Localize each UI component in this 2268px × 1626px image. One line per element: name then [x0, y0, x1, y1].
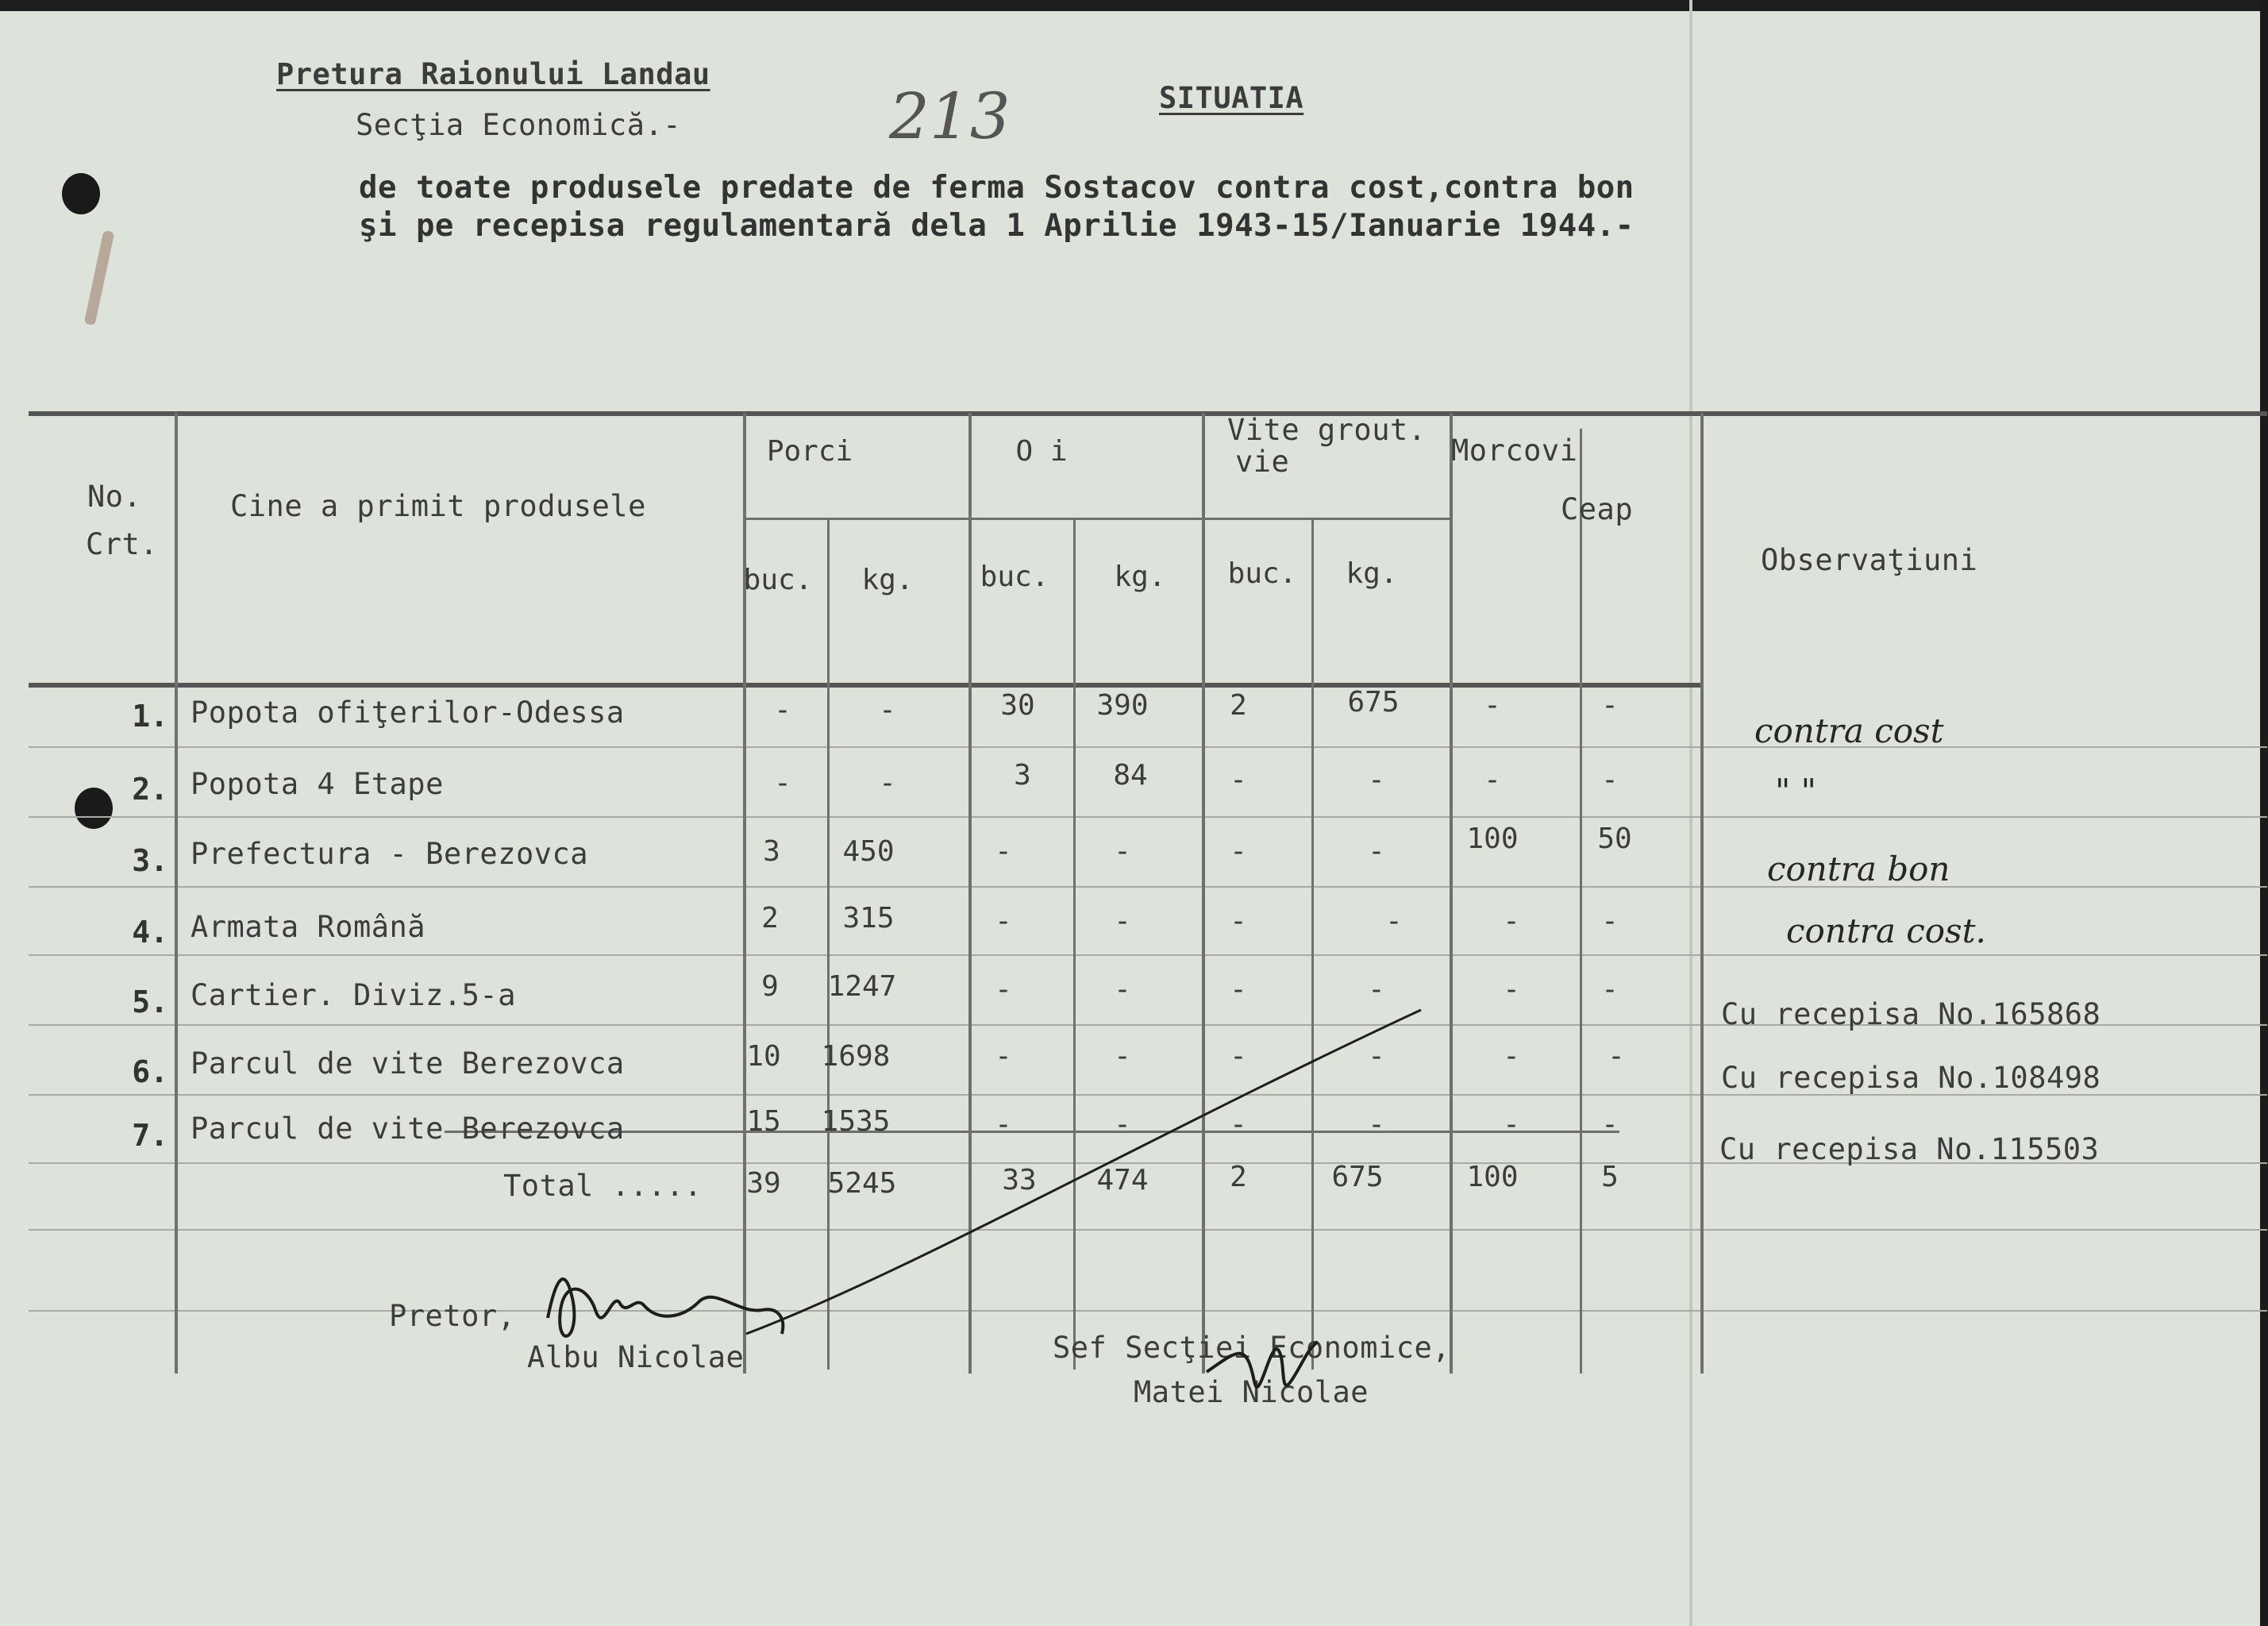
row-1-vite-buc: 2 — [1230, 689, 1247, 722]
row-6-ceapa: - — [1608, 1040, 1625, 1073]
row-6-vite-buc: - — [1230, 1040, 1247, 1073]
row-3-oi-kg: - — [1114, 835, 1131, 868]
row-1-oi-buc: 30 — [1000, 689, 1035, 722]
row-4-vite-kg: - — [1385, 905, 1403, 938]
row-7-porci-kg: 1535 — [821, 1105, 891, 1138]
header-ceapa: Ceap — [1561, 492, 1634, 526]
header-porci-buc: buc. — [743, 564, 813, 596]
handwritten-number: 213 — [889, 79, 1011, 153]
row-6-porci-kg: 1698 — [821, 1040, 891, 1073]
header-oi-kg: kg. — [1114, 561, 1166, 593]
header-vite-kg: kg. — [1346, 557, 1398, 590]
row-3-vite-kg: - — [1368, 835, 1385, 868]
header-observatii: Observaţiuni — [1761, 543, 1978, 577]
subtitle-line-1: de toate produsele predate de ferma Sostacov contra cost,contra bon — [359, 170, 1635, 206]
row-7-morcovi: - — [1503, 1108, 1520, 1141]
row-6-porci-buc: 10 — [746, 1040, 781, 1073]
row-5-porci-buc: 9 — [761, 970, 779, 1003]
header-vite-buc: buc. — [1227, 557, 1297, 590]
pretor-label: Pretor, — [389, 1299, 516, 1333]
section-name: Secţia Economică.- — [356, 108, 681, 142]
row-2-observation: " " — [1775, 772, 1816, 811]
row-5-porci-kg: 1247 — [827, 970, 897, 1003]
row-4-observation: contra cost. — [1786, 911, 1986, 950]
row-6-oi-kg: - — [1114, 1040, 1131, 1073]
row-2-ceapa: - — [1601, 764, 1619, 796]
total-porci-kg: 5245 — [827, 1167, 897, 1200]
sef-signature — [1207, 1342, 1318, 1387]
header-oi-buc: buc. — [980, 561, 1049, 593]
row-1-porci-buc: - — [774, 694, 791, 726]
row-1-oi-kg: 390 — [1096, 689, 1149, 722]
sef-label: Sef Secţiei Economice, — [1053, 1331, 1451, 1365]
row-4-porci-buc: 2 — [761, 902, 779, 934]
row-3-morcovi: 100 — [1466, 823, 1519, 855]
row-3-vite-buc: - — [1230, 835, 1247, 868]
row-5-observation: Cu recepisa No.165868 — [1721, 997, 2101, 1031]
header-porci: Porci — [766, 435, 853, 468]
row-2-recipient: Popota 4 Etape — [191, 767, 444, 801]
row-5-number: 5. — [132, 984, 168, 1019]
row-2-vite-kg: - — [1368, 764, 1385, 796]
row-2-oi-kg: 84 — [1113, 759, 1148, 792]
row-6-observation: Cu recepisa No.108498 — [1721, 1061, 2101, 1095]
row-1-porci-kg: - — [879, 694, 896, 726]
header-no: No. — [87, 480, 142, 514]
row-2-porci-buc: - — [774, 767, 791, 800]
pretor-signature — [548, 1279, 783, 1336]
row-4-recipient: Armata Română — [191, 910, 426, 944]
pretor-name: Albu Nicolae — [527, 1340, 745, 1374]
total-vite-buc: 2 — [1230, 1161, 1247, 1193]
row-6-recipient: Parcul de vite Berezovca — [191, 1046, 625, 1081]
row-5-vite-buc: - — [1230, 973, 1247, 1006]
row-7-oi-kg: - — [1114, 1108, 1131, 1141]
row-6-morcovi: - — [1503, 1040, 1520, 1073]
row-4-oi-buc: - — [995, 905, 1012, 938]
row-1-ceapa: - — [1601, 689, 1619, 722]
row-7-porci-buc: 15 — [746, 1105, 781, 1138]
row-7-oi-buc: - — [995, 1108, 1012, 1141]
header-recipient: Cine a primit produsele — [230, 489, 646, 523]
row-5-recipient: Cartier. Diviz.5-a — [191, 978, 516, 1012]
row-7-observation: Cu recepisa No.115503 — [1719, 1132, 2100, 1166]
header-oi: O i — [1015, 435, 1068, 468]
row-6-vite-kg: - — [1368, 1040, 1385, 1073]
row-3-porci-kg: 450 — [842, 835, 895, 868]
total-ceapa: 5 — [1601, 1161, 1619, 1193]
row-1-observation: contra cost — [1754, 711, 1944, 750]
row-1-number: 1. — [132, 699, 168, 734]
total-porci-buc: 39 — [746, 1167, 781, 1200]
document-title: SITUATIA — [1159, 81, 1304, 115]
row-3-porci-buc: 3 — [763, 835, 780, 868]
total-oi-buc: 33 — [1002, 1164, 1037, 1196]
row-4-number: 4. — [132, 915, 168, 950]
total-oi-kg: 474 — [1096, 1164, 1149, 1196]
row-1-morcovi: - — [1484, 689, 1501, 722]
row-6-number: 6. — [132, 1054, 168, 1089]
row-3-oi-buc: - — [995, 835, 1012, 868]
row-4-porci-kg: 315 — [842, 902, 895, 934]
row-3-recipient: Prefectura - Berezovca — [191, 837, 589, 871]
row-5-morcovi: - — [1503, 973, 1520, 1006]
row-6-oi-buc: - — [995, 1040, 1012, 1073]
row-1-recipient: Popota ofiţerilor-Odessa — [191, 695, 625, 730]
total-vite-kg: 675 — [1331, 1161, 1384, 1193]
row-4-vite-buc: - — [1230, 905, 1247, 938]
row-2-oi-buc: 3 — [1014, 759, 1031, 792]
row-7-vite-buc: - — [1230, 1108, 1247, 1141]
header-crt: Crt. — [86, 527, 159, 561]
row-3-observation: contra bon — [1767, 850, 1950, 888]
row-4-oi-kg: - — [1114, 905, 1131, 938]
row-2-number: 2. — [132, 772, 168, 807]
row-4-morcovi: - — [1503, 905, 1520, 938]
row-4-ceapa: - — [1601, 905, 1619, 938]
row-5-oi-buc: - — [995, 973, 1012, 1006]
sef-name: Matei Nicolae — [1134, 1375, 1369, 1409]
subtitle-line-2: şi pe recepisa regulamentară dela 1 Aprilie 1943-15/Ianuarie 1944.- — [359, 208, 1635, 244]
row-5-vite-kg: - — [1368, 973, 1385, 1006]
row-3-ceapa: 50 — [1597, 823, 1632, 855]
row-7-vite-kg: - — [1368, 1108, 1385, 1141]
row-7-recipient: Parcul de vite Berezovca — [191, 1112, 625, 1146]
row-5-ceapa: - — [1601, 973, 1619, 1006]
header-porci-kg: kg. — [861, 564, 914, 596]
diagonal-cancel-stroke — [746, 1010, 1421, 1334]
row-7-ceapa: - — [1601, 1108, 1619, 1141]
header-morcovi: Morcovi — [1451, 433, 1578, 468]
office-name: Pretura Raionului Landau — [276, 57, 710, 91]
row-2-morcovi: - — [1484, 764, 1501, 796]
row-1-vite-kg: 675 — [1347, 686, 1400, 719]
row-7-number: 7. — [132, 1118, 168, 1153]
row-2-vite-buc: - — [1230, 764, 1247, 796]
row-5-oi-kg: - — [1114, 973, 1131, 1006]
row-3-number: 3. — [132, 843, 168, 878]
total-morcovi: 100 — [1466, 1161, 1519, 1193]
header-vite-line2: vie — [1235, 445, 1290, 479]
header-vite-line1: Vite grout. — [1227, 413, 1427, 447]
total-label: Total ..... — [503, 1169, 703, 1203]
row-2-porci-kg: - — [879, 767, 896, 800]
